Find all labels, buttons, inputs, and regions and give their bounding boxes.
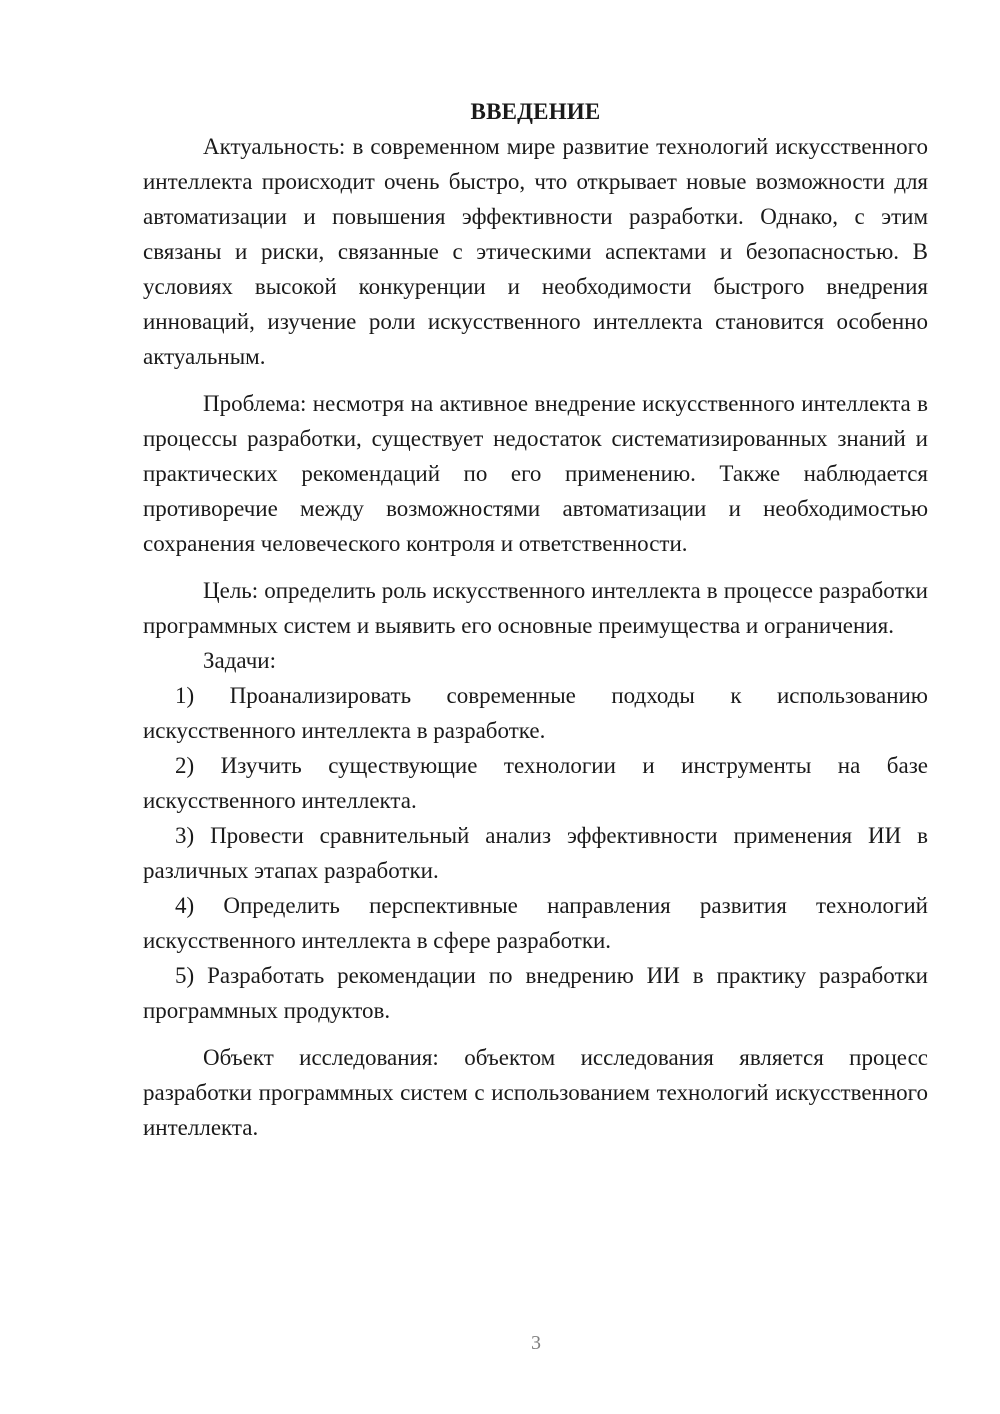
page-content (143, 94, 928, 1145)
task-item-2: 2) Изучить существующие технологии и инструменты на базе искусственного интеллекта. (143, 753, 928, 813)
object-paragraph: Объект исследования: объектом исследования является процесс разработки программных систем с использованием технологий искусственного интеллекта. (143, 1045, 928, 1140)
task-item-4: 4) Определить перспективные направления развития технологий искусственного интеллекта в сфере разработки. (143, 893, 928, 953)
task-item-1: 1) Проанализировать современные подходы к использованию искусственного интеллекта в разработке. (143, 683, 928, 743)
task-item-5: 5) Разработать рекомендации по внедрению ИИ в практику разработки программных продуктов. (143, 963, 928, 1023)
relevance-paragraph: Актуальность: в современном мире развитие технологий искусственного интеллекта происходит очень быстро, что открывает новые возможности для автоматизации и повышения эффективности разработки. Однако, с этим связаны и риски, связанные с этическими аспектами и безопасностью. В условиях высокой конкуренции и необходимости быстрого внедрения инноваций, изучение роли искусственного интеллекта становится особенно актуальным. (143, 134, 928, 369)
section-heading: ВВЕДЕНИЕ (470, 99, 601, 124)
goal-paragraph: Цель: определить роль искусственного интеллекта в процессе разработки программных систем и выявить его основные преимущества и ограничения. (143, 578, 928, 638)
tasks-label: Задачи: (203, 648, 276, 673)
task-item-3: 3) Провести сравнительный анализ эффективности применения ИИ в различных этапах разработки. (143, 823, 928, 883)
page-number: 3 (531, 1332, 541, 1354)
problem-paragraph: Проблема: несмотря на активное внедрение искусственного интеллекта в процессы разработки, существует недостаток систематизированных знаний и практических рекомендаций по его применению. Также наблюдается противоречие между возможностями автоматизации и необходимостью сохранения человеческого контроля и ответственности. (143, 391, 928, 556)
